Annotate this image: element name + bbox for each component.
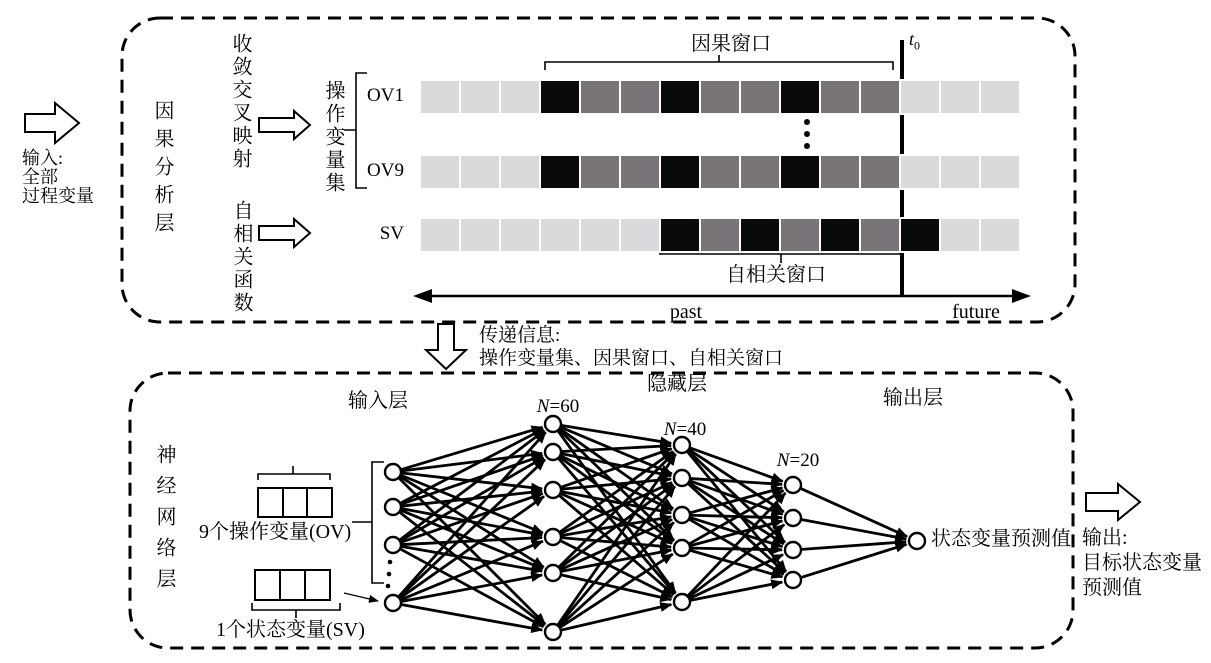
timeline-cell — [620, 218, 660, 252]
acf-arrow-icon — [259, 219, 310, 247]
transfer-annotation-line1: 传递信息: — [479, 325, 561, 346]
timeline-cell — [740, 155, 780, 189]
nn-node-output — [909, 533, 925, 549]
nn-layer-label: 神经网络层 — [153, 444, 175, 599]
ov-set-label: 操作变量集 — [322, 80, 344, 195]
timeline-cell — [500, 155, 540, 189]
past-label: past — [669, 301, 703, 323]
output-annotation-line3: 预测值 — [1082, 577, 1142, 599]
nn-node-hidden1 — [545, 444, 561, 460]
input-arrow-icon — [25, 103, 79, 143]
timeline-cell — [780, 218, 820, 252]
nn-node-hidden1 — [545, 529, 561, 545]
timeline-cell — [900, 218, 940, 252]
input-annotation-line1: 输入: — [22, 148, 64, 168]
timeline-cell — [700, 218, 740, 252]
timeline-cell — [420, 155, 460, 189]
future-label: future — [952, 301, 1000, 323]
timeline-cell — [700, 155, 740, 189]
input-ellipsis-icon — [386, 560, 393, 589]
nn-node-hidden2 — [674, 540, 690, 556]
n20-label: N=20 — [776, 450, 820, 471]
timeline-bars — [420, 80, 1020, 252]
timeline-cell — [740, 218, 780, 252]
nn-node-hidden1 — [545, 416, 561, 432]
timeline-cell — [820, 80, 860, 114]
timeline-cell — [580, 218, 620, 252]
sv-input-bracket — [252, 603, 340, 618]
n40-label: N=40 — [663, 419, 707, 440]
transfer-annotation-line2: 操作变量集、因果窗口、自相关窗口 — [479, 348, 784, 369]
nn-edge — [402, 575, 542, 601]
timeline-cell — [620, 155, 660, 189]
nn-node-input — [385, 537, 401, 553]
timeline-cell — [500, 80, 540, 114]
nn-node-hidden3 — [785, 477, 801, 493]
timeline-cell — [700, 80, 740, 114]
timeline-cell — [460, 155, 500, 189]
ccm-label: 收敛交叉映射 — [229, 33, 251, 171]
timeline-cell — [540, 218, 580, 252]
timeline-cell — [660, 155, 700, 189]
output-layer-label: 输出层 — [883, 387, 943, 409]
nn-node-input — [385, 464, 401, 480]
output-annotation-line2: 目标状态变量 — [1082, 552, 1202, 574]
nn-node-hidden1 — [545, 565, 561, 581]
sv-input-vector — [255, 570, 330, 600]
transfer-down-arrow-icon — [426, 324, 466, 369]
timeline-cell — [900, 80, 940, 114]
timeline-cell — [780, 155, 820, 189]
causal-window-bracket — [545, 55, 893, 70]
timeline-cell — [460, 218, 500, 252]
nn-node-hidden2 — [674, 507, 690, 523]
timeline-cell — [540, 155, 580, 189]
timeline-cell — [820, 218, 860, 252]
acf-label: 自相关函数 — [230, 200, 252, 315]
timeline-cell — [660, 80, 700, 114]
ov-input-vector — [258, 488, 332, 517]
timeline-cell — [980, 80, 1020, 114]
nn-edge — [691, 548, 782, 550]
nn-node-hidden1 — [545, 624, 561, 640]
axis-left-arrowhead-icon — [413, 289, 432, 303]
timeline-cell — [660, 218, 700, 252]
causal-window-label: 因果窗口 — [691, 33, 771, 55]
timeline-cell — [420, 218, 460, 252]
bar-row-label: OV9 — [367, 160, 404, 181]
timeline-cell — [980, 218, 1020, 252]
output-arrow-icon — [1086, 484, 1140, 520]
bar-row-label: OV1 — [367, 85, 404, 106]
timeline-cell — [580, 80, 620, 114]
timeline-cell — [860, 155, 900, 189]
sv-to-node-arrow — [344, 593, 378, 601]
hidden-layer-label: 隐藏层 — [647, 373, 707, 395]
timeline-cell — [500, 218, 540, 252]
timeline-cell — [780, 80, 820, 114]
timeline-cell — [860, 218, 900, 252]
nn-node-hidden1 — [545, 482, 561, 498]
nn-node-hidden3 — [785, 510, 801, 526]
output-node-label: 状态变量预测值 — [931, 528, 1071, 550]
n60-label: N=60 — [536, 396, 580, 417]
ccm-arrow-icon — [259, 111, 310, 139]
ov-input-bracket — [258, 466, 330, 480]
timeline-cell — [900, 155, 940, 189]
input-annotation-line3: 过程变量 — [22, 186, 94, 206]
axis-right-arrowhead-icon — [1012, 289, 1031, 303]
timeline-cell — [940, 218, 980, 252]
nn-node-hidden3 — [785, 542, 801, 558]
autocorr-window-label: 自相关窗口 — [726, 264, 826, 286]
ov-input-label: 9个操作变量(OV) — [199, 521, 352, 543]
timeline-cell — [420, 80, 460, 114]
timeline-cell — [740, 80, 780, 114]
timeline-cell — [940, 155, 980, 189]
nn-node-input — [385, 595, 401, 611]
timeline-cell — [980, 155, 1020, 189]
t0-label: $t_0$ — [909, 29, 921, 53]
timeline-cell — [580, 155, 620, 189]
timeline-cell — [820, 155, 860, 189]
input-nodes-bracket — [352, 462, 384, 583]
nn-edge — [691, 550, 783, 576]
nn-node-hidden2 — [674, 594, 690, 610]
timeline-cell — [460, 80, 500, 114]
sv-input-label: 1个状态变量(SV) — [216, 619, 365, 641]
nn-node-input — [385, 499, 401, 515]
nn-node-hidden2 — [674, 470, 690, 486]
ov-ellipsis-icon — [804, 119, 810, 149]
timeline-cell — [940, 80, 980, 114]
nn-edge — [401, 429, 543, 503]
timeline-cell — [540, 80, 580, 114]
timeline-cell — [860, 80, 900, 114]
input-layer-label: 输入层 — [348, 390, 408, 412]
nn-node-hidden3 — [785, 572, 801, 588]
output-annotation-line1: 输出: — [1082, 527, 1128, 549]
input-annotation-line2: 全部 — [22, 167, 58, 187]
nn-edges — [399, 425, 907, 630]
causal-layer-label: 因果分析层 — [151, 100, 173, 240]
bar-row-label: SV — [379, 223, 404, 244]
timeline-cell — [620, 80, 660, 114]
